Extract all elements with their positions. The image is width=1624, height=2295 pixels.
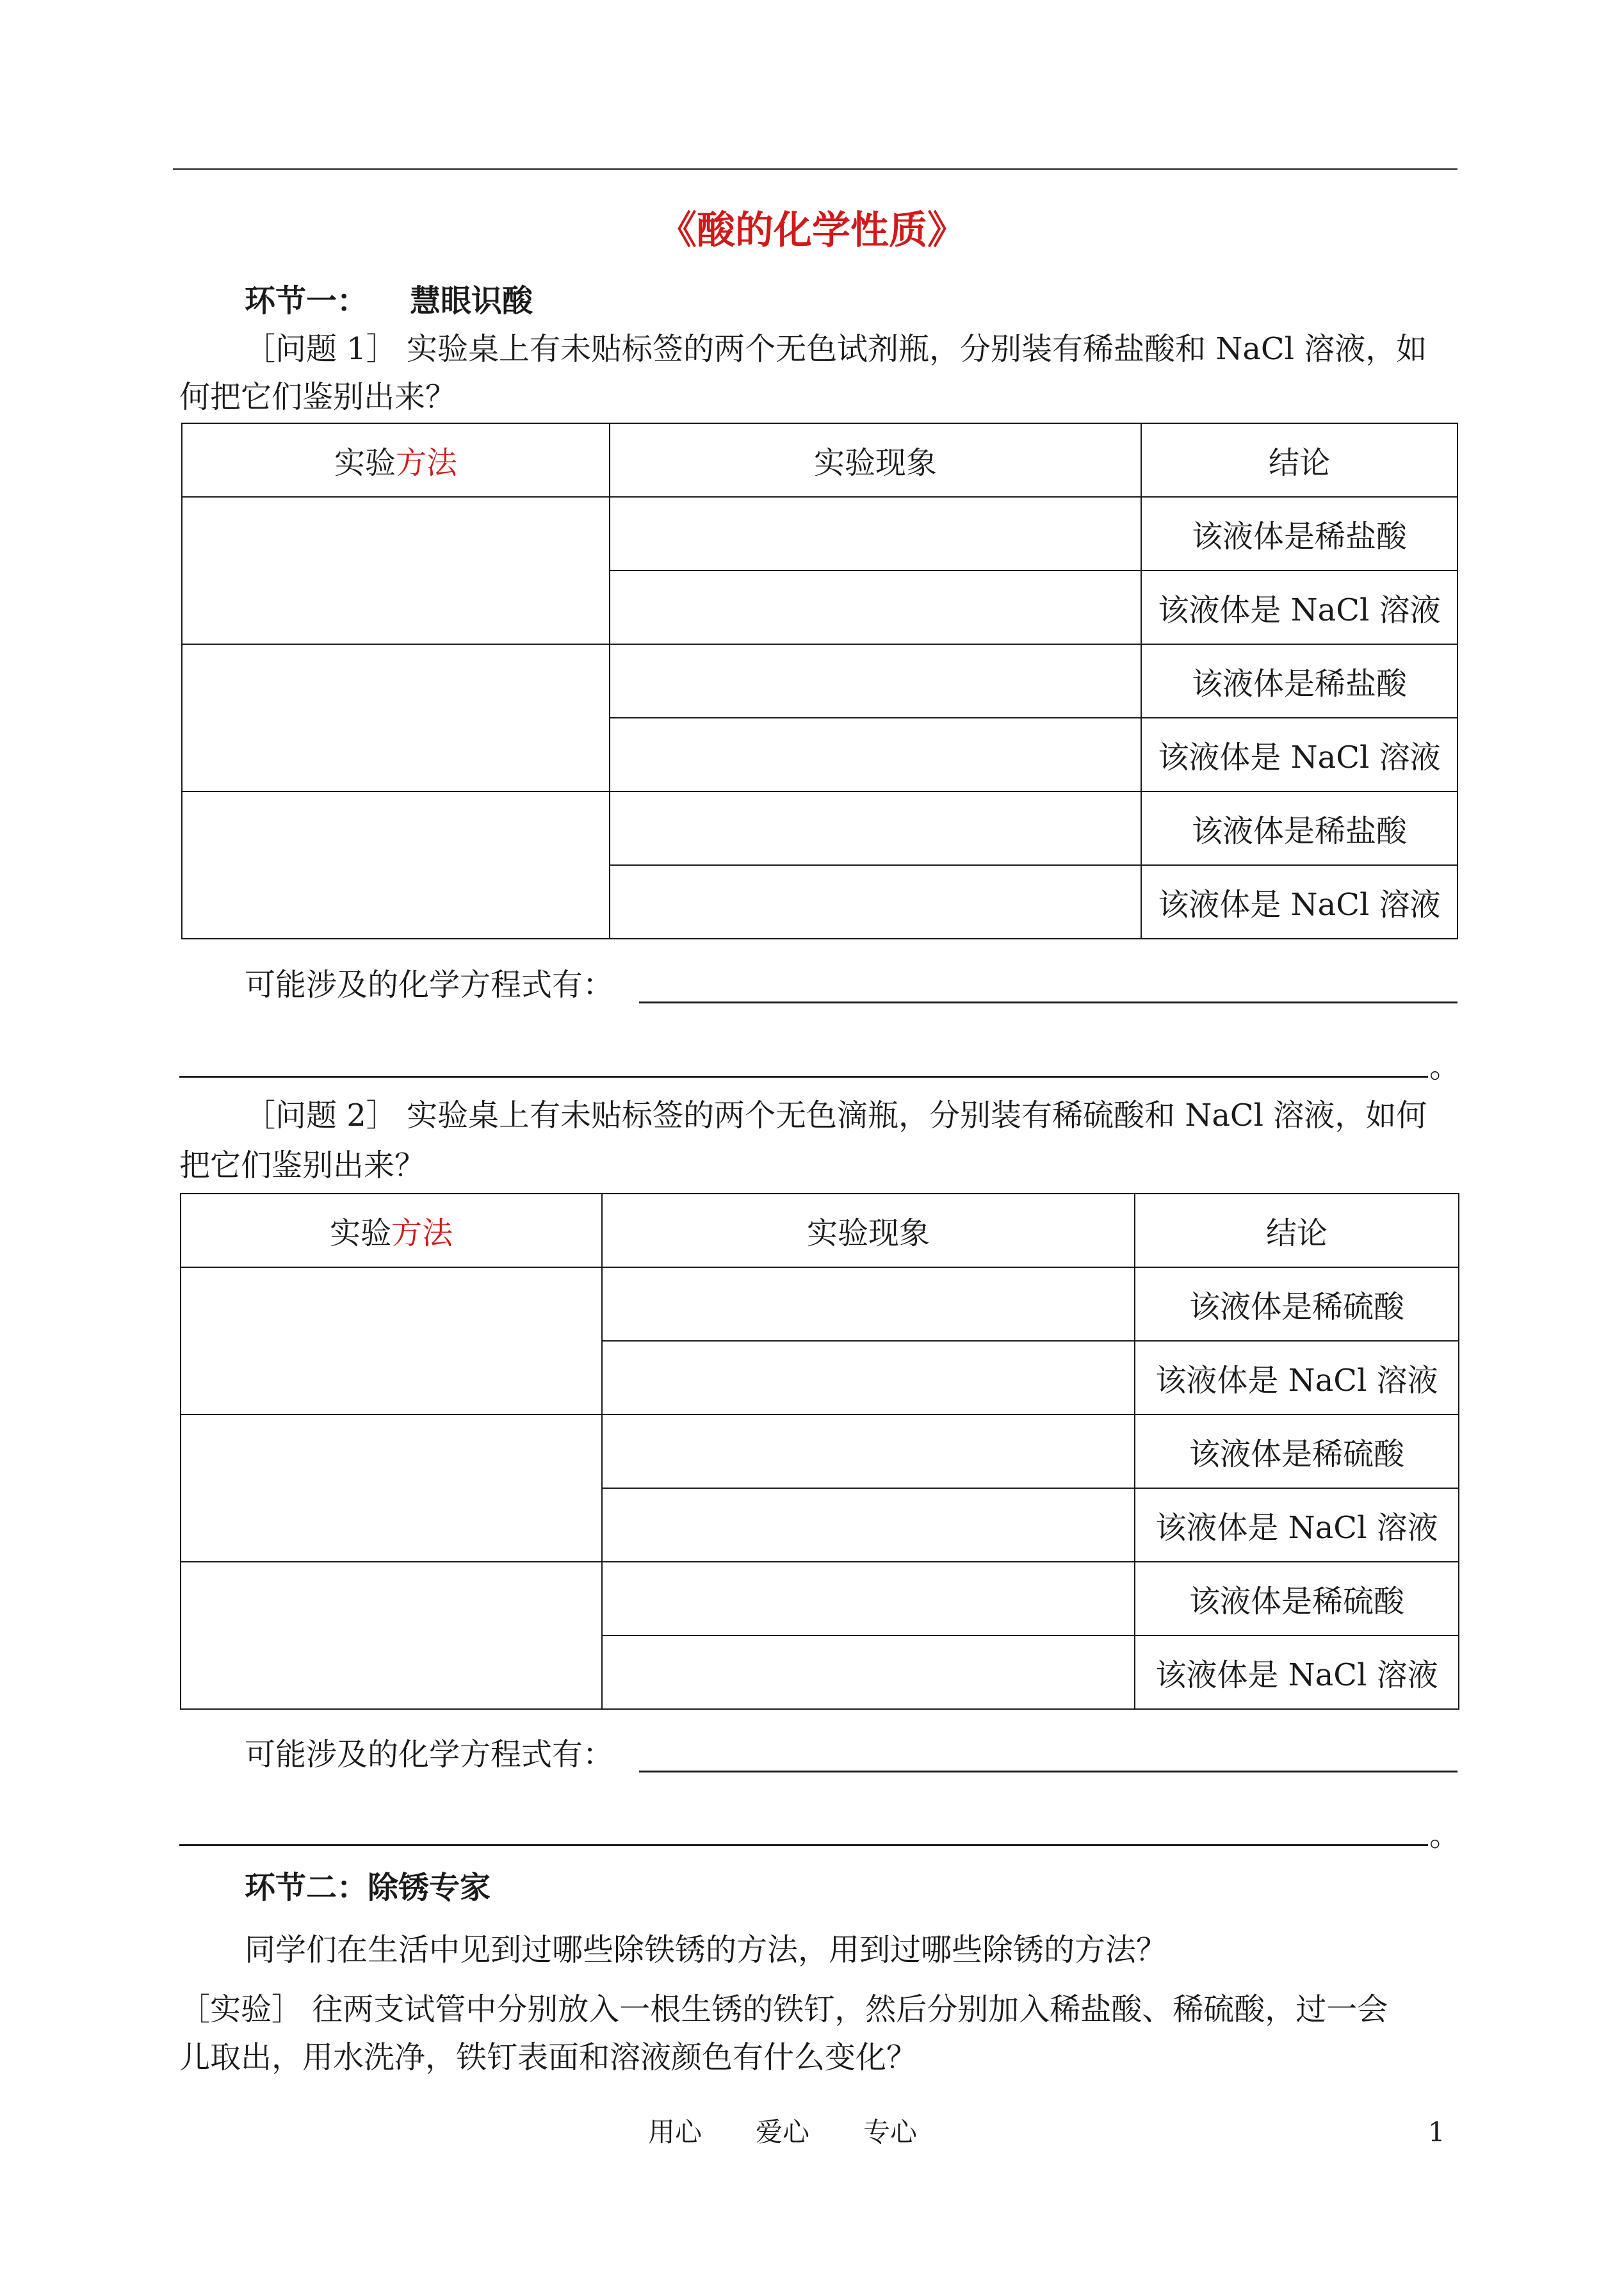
phenomenon-cell[interactable]	[602, 1635, 1135, 1709]
phenomenon-cell[interactable]	[602, 1415, 1135, 1488]
q2-equation-blank-2[interactable]	[179, 1844, 1428, 1846]
experiment-text-line1: ［实验］ 往两支试管中分别放入一根生锈的铁钉，然后分别加入稀盐酸、稀硫酸，过一会	[179, 1991, 1388, 2027]
q2-table	[180, 1193, 1459, 1710]
header-conclusion: 结论	[1135, 1194, 1459, 1267]
q2-equation-blank-1[interactable]	[639, 1771, 1458, 1772]
q1-equation-blank-1[interactable]	[639, 1002, 1458, 1003]
q1-period: 。	[1429, 1049, 1461, 1085]
table-row	[181, 1267, 1459, 1341]
q1-table	[181, 423, 1458, 939]
method-cell[interactable]	[181, 1562, 602, 1709]
conclusion-cell: 该液体是 NaCl 溶液	[1135, 1488, 1459, 1562]
header-conclusion: 结论	[1141, 423, 1458, 497]
method-cell[interactable]	[182, 497, 610, 644]
document-title: 《酸的化学性质》	[658, 208, 966, 253]
conclusion-cell: 该液体是稀盐酸	[1141, 791, 1458, 865]
method-cell[interactable]	[181, 1267, 602, 1415]
table-header-row	[181, 1194, 1459, 1267]
page-number: 1	[1428, 2116, 1445, 2148]
table-row	[182, 644, 1458, 718]
header-method-highlight: 方法	[396, 445, 458, 481]
section1-label: 环节一：	[245, 283, 368, 319]
conclusion-cell: 该液体是稀硫酸	[1135, 1267, 1459, 1341]
q1-equation-blank-2[interactable]	[179, 1076, 1428, 1078]
header-method	[182, 423, 610, 497]
table-row	[182, 497, 1458, 571]
section1-name: 慧眼识酸	[410, 283, 533, 319]
phenomenon-cell[interactable]	[602, 1488, 1135, 1562]
q1-text-line2: 何把它们鉴别出来？	[179, 379, 457, 415]
table-header-row	[182, 423, 1458, 497]
q1-text-line1: ［问题 1］ 实验桌上有未贴标签的两个无色试剂瓶，分别装有稀盐酸和 NaCl 溶液，如	[245, 331, 1427, 367]
q2-period: 。	[1429, 1817, 1461, 1853]
conclusion-cell: 该液体是稀盐酸	[1141, 644, 1458, 718]
header-method-prefix: 实验	[329, 1215, 391, 1251]
method-cell[interactable]	[181, 1415, 602, 1562]
q1-equation-label: 可能涉及的化学方程式有：	[245, 967, 614, 1003]
phenomenon-cell[interactable]	[610, 718, 1141, 791]
phenomenon-cell[interactable]	[610, 644, 1141, 718]
phenomenon-cell[interactable]	[610, 497, 1141, 571]
table-row	[181, 1415, 1459, 1488]
header-phenomenon: 实验现象	[602, 1194, 1135, 1267]
phenomenon-cell[interactable]	[602, 1267, 1135, 1341]
header-phenomenon: 实验现象	[610, 423, 1141, 497]
method-cell[interactable]	[182, 791, 610, 939]
section2-question: 同学们在生活中见到过哪些除铁锈的方法，用到过哪些除锈的方法？	[245, 1932, 1167, 1968]
conclusion-cell: 该液体是稀硫酸	[1135, 1415, 1459, 1488]
conclusion-cell: 该液体是 NaCl 溶液	[1141, 718, 1458, 791]
conclusion-cell: 该液体是稀硫酸	[1135, 1562, 1459, 1635]
q2-equation-label: 可能涉及的化学方程式有：	[245, 1737, 614, 1772]
conclusion-cell: 该液体是 NaCl 溶液	[1141, 571, 1458, 644]
header-method	[181, 1194, 602, 1267]
table-row	[182, 791, 1458, 865]
table-row	[181, 1562, 1459, 1635]
phenomenon-cell[interactable]	[602, 1341, 1135, 1415]
header-method-highlight: 方法	[391, 1215, 453, 1251]
phenomenon-cell[interactable]	[610, 571, 1141, 644]
section2-heading: 环节二：除锈专家	[245, 1870, 491, 1906]
conclusion-cell: 该液体是 NaCl 溶液	[1135, 1635, 1459, 1709]
conclusion-cell: 该液体是稀盐酸	[1141, 497, 1458, 571]
conclusion-cell: 该液体是 NaCl 溶液	[1141, 865, 1458, 939]
phenomenon-cell[interactable]	[610, 791, 1141, 865]
conclusion-cell: 该液体是 NaCl 溶液	[1135, 1341, 1459, 1415]
phenomenon-cell[interactable]	[610, 865, 1141, 939]
header-method-prefix: 实验	[334, 445, 396, 481]
method-cell[interactable]	[182, 644, 610, 791]
phenomenon-cell[interactable]	[602, 1562, 1135, 1635]
experiment-text-line2: 儿取出，用水洗净，铁钉表面和溶液颜色有什么变化？	[179, 2040, 918, 2075]
q2-text-line2: 把它们鉴别出来？	[179, 1148, 426, 1183]
header-rule	[173, 168, 1458, 170]
footer-slogan: 用心 爱心 专心	[648, 2116, 918, 2148]
q2-text-line1: ［问题 2］ 实验桌上有未贴标签的两个无色滴瓶，分别装有稀硫酸和 NaCl 溶液，如何	[245, 1098, 1427, 1133]
